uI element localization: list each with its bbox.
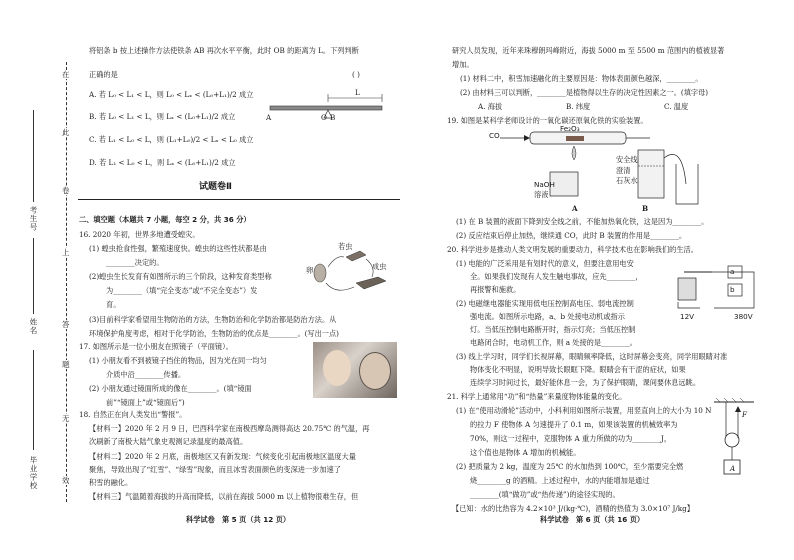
bottle-b <box>638 150 664 198</box>
limewater-label-2: 石灰水 <box>616 176 638 185</box>
binding-char: 此 <box>62 128 70 137</box>
q20-text: 连续学习时间过长，最好能休息一会，为了保护眼睛，课间要休息远眺。 <box>470 378 701 387</box>
q18-text: 【材料三】气温随着海拔的升高而降低，以前在海拔 5000 m 以上植物很难生存，但 <box>89 492 359 501</box>
limewater-label: 澄清 <box>616 166 631 175</box>
q21-blank[interactable]: 70%，则这一过程中，克服物体 A 重力所做的功为________J， <box>470 434 672 443</box>
q20-text: 强电流。如图所示电路，a、b 处接电动机或指示 <box>470 312 625 321</box>
q20-text: (1) 电能的广泛采用是有划时代的意义，但要注意用电安 <box>456 259 634 268</box>
q20-text: 物体变化不明显，说明导致长眼眶下降。眼睛会有干涩的症状，如果 <box>470 365 686 374</box>
q15-correct-prompt: 正确的是 <box>89 70 118 79</box>
adult-locust <box>356 277 386 289</box>
q18-text: 积雪的融化。 <box>89 478 133 487</box>
exam-number-field[interactable] <box>33 110 34 202</box>
section-divider <box>78 199 400 200</box>
locust-lifecycle-figure <box>306 243 396 307</box>
q19-blank[interactable]: (2) 反应结束后停止加热，继续通 CO，此时 B 装置的作用是________。 <box>456 231 687 240</box>
q20-blank[interactable]: 全。如果我们发现有人发生触电事故，应先________， <box>470 272 643 281</box>
school-field[interactable] <box>33 350 34 450</box>
q15-option-a[interactable]: A. 若 L₀ < L₁ < L，则 L₀ < Lₓ < (L₀+L₁)/2 成立 <box>89 90 254 99</box>
binding-char: 在 <box>62 70 70 79</box>
q18-text: 【材料一】2020 年 2 月 9 日，巴西科学家在南极西摩岛测得高达 20.75℃ 的气温，再 <box>89 424 370 433</box>
binding-char: 卷 <box>62 186 70 195</box>
mirror-photo <box>313 342 397 398</box>
q15-option-d[interactable]: D. 若 L₁ < L₀ < L，则 Lₓ < (L₀+L₁)/2 成立 <box>89 158 236 167</box>
q18-cont: 研究人员发现，近年来珠穆朗玛峰附近，海拔 5000 m 至 5500 m 范围内的植被显著 <box>452 46 725 55</box>
q17-blank[interactable]: 介质中沿________传播。 <box>106 370 186 379</box>
q19-text: 19. 如图是某科学老师设计的一氧化碳还原氧化铁的实验装置。 <box>447 116 648 125</box>
q17-blank[interactable]: (2) 小朋友通过镜面所成的像在________。(填“镜面 <box>89 384 252 393</box>
q15-option-c[interactable]: C. 若 L₁ < L₀ < L，则 (L₁+L₀)/2 < Lₓ < L₀ 成立 <box>89 135 254 144</box>
q18-blank[interactable]: (1) 材料二中，积雪加速融化的主要原因是：物体表面颜色越深，________。 <box>460 74 703 83</box>
weight-label-a: A <box>730 464 736 473</box>
binding-char: 答 <box>62 320 70 329</box>
lever-label-o: O <box>321 113 327 122</box>
q21-text: 的拉力 F 使物体 A 匀速提升了 0.1 m，如果该装置的机械效率为 <box>470 420 678 429</box>
lever-label-l: L <box>355 88 360 97</box>
lever-label-a: A <box>266 113 272 122</box>
safety-line-label: 安全线 <box>616 155 638 164</box>
q21-text: (2) 把质量为 2 kg，温度为 25℃ 的水加热到 100℃，至少需要完全燃 <box>456 462 684 471</box>
relay-circuit-figure <box>674 262 766 314</box>
q16-text: 16. 2020 年初，世界多地遭受蝗灾。 <box>79 230 200 239</box>
q16-text: (3)目前科学家希望用生物防治的方法，生物防治和化学防治都是防治方法。从 <box>89 315 337 324</box>
naoh-label: NaOH <box>534 180 555 189</box>
lever-figure <box>262 88 392 122</box>
relay-coil <box>678 278 696 300</box>
low-voltage-loop <box>678 302 700 308</box>
q20-text: (2) 电磁继电器能实现用低电压控制高电压、弱电流控制 <box>456 299 634 308</box>
iron-oxide-sample <box>566 136 584 141</box>
q21-text: (1) 在“使用动滑轮”活动中，小科利用如图所示装置，用竖直向上的大小为 10 N <box>456 406 712 415</box>
name-label: 姓名 <box>29 318 38 335</box>
binding-char: 题 <box>62 360 70 369</box>
q19-blank[interactable]: (1) 在 B 装置的液面下降到安全线之前，不能加热氧化铁，这是因为________。 <box>456 217 709 226</box>
binding-char: 无 <box>62 414 70 423</box>
q20-text: 20. 科学进步是推动人类文明发展的重要动力，科学技术也在影响我们的生活。 <box>447 245 698 254</box>
co-label: CO <box>489 131 500 140</box>
section-title: 试题卷Ⅱ <box>199 182 232 192</box>
q15-intro: 将铝条 b 按上述操作方法使铁条 AB 再次水平平衡，此时 OB 的距离为 L。下列判断 <box>89 46 359 55</box>
q18-option-a[interactable]: A. 海拔 <box>478 102 503 111</box>
q18-blank[interactable]: (2) 由材料三可以判断，________是植物得以生存的决定性因素之一。(填字母) <box>460 88 709 97</box>
binding-char: 效 <box>62 476 70 485</box>
q21-given: 【已知：水的比热容为 4.2×10³ J/(kg·℃)，酒精的热值为 3.0×10⁷ J/kg】 <box>452 504 694 513</box>
naoh-solution-label: 溶液 <box>534 190 549 199</box>
q16-blank[interactable]: 为________（填“完全变态”或“不完全变态”）发 <box>106 286 258 295</box>
lifecycle-label-adult: 成虫 <box>372 262 387 271</box>
name-field[interactable] <box>33 238 34 314</box>
part2-heading: 二、填空题（本题共 7 小题，每空 2 分，共 36 分） <box>79 215 251 224</box>
lifecycle-label-egg: 卵 <box>306 266 314 275</box>
q16-text: 育。 <box>106 300 121 309</box>
label-a: a <box>730 267 735 276</box>
q20-text: 灯。当低压控制电路断开时，指示灯亮；当低压控制 <box>470 325 636 334</box>
q18-text: 18. 自然正在向人类发出“警报”。 <box>79 410 187 419</box>
q20-blank[interactable]: 电路闭合时，电动机工作，则 a 处接的是________。 <box>470 338 637 347</box>
q17-text: (1) 小朋友看不到被镜子挡住的物品，因为光在同一均匀 <box>89 356 267 365</box>
lifecycle-label-nymph: 若虫 <box>338 242 353 251</box>
q21-blank[interactable]: 烧________g 的酒精。上述过程中，水的内能增加是通过 <box>470 476 650 485</box>
exam-number-label: 考生号 <box>29 206 38 232</box>
movable-pulley <box>725 433 739 447</box>
nymph <box>346 251 366 261</box>
q21-text: 21. 科学上通常用“功”和“热量”来量度物体能量的变化。 <box>447 392 627 401</box>
q18-cont: 增加。 <box>452 60 474 69</box>
burner-flame <box>572 146 576 160</box>
child-face <box>323 350 351 386</box>
q16-text: (2)蝗虫生长发育有如图所示的三个阶段，这种发育类型称 <box>89 272 272 281</box>
q18-text: 次刷新了南极大陆气象史观测记录温度的最高值。 <box>89 437 248 446</box>
q18-option-b[interactable]: B. 纬度 <box>566 102 591 111</box>
q17-text: 17. 如图所示是一位小朋友在照镜子（平面镜）。 <box>79 342 233 351</box>
q15-option-b[interactable]: B. 若 L₀ < L₁ < L，则 Lₓ < (L₀+L₁)/2 成立 <box>89 112 236 121</box>
label-b: b <box>730 285 735 294</box>
q18-text: 【材料二】2020 年 2 月底，南极地区又有新发现：气候变化引起南极地区温度大量 <box>89 452 356 461</box>
q16-text: (1) 蝗虫抢食性强，繁殖速度快。蝗虫的这些性状都是由 <box>89 244 267 253</box>
low-voltage-label: 12V <box>680 312 695 321</box>
apparatus-a-label: A <box>572 204 578 213</box>
beaker <box>676 164 698 204</box>
q18-text: 聚焦，导致出现了“红雪”、“绿雪”现象，而且冰雪表面颜色的变深进一步加速了 <box>89 465 341 474</box>
fe2o3-label: Fe₂O₃ <box>560 124 580 133</box>
q20-blank[interactable]: (3) 线上学习时，同学们长视屏幕，眼睛频率降低，这时屏幕会变亮，同学用眼睛对准 <box>456 352 728 361</box>
q21-text: 这个值也是物体 A 增加的机械能。 <box>470 448 581 457</box>
q21-blank[interactable]: ________(填“做功”或“热传递”)的途径实现的。 <box>470 490 620 499</box>
force-label-f: F <box>742 410 747 419</box>
high-voltage-label: 380V <box>734 312 753 321</box>
q18-option-c[interactable]: C. 温度 <box>664 102 689 111</box>
lever-label-b: B <box>330 113 336 122</box>
egg-cluster <box>314 264 326 282</box>
apparatus-b-label: B <box>642 204 649 213</box>
mirror-reflection <box>359 352 391 390</box>
binding-char: 上 <box>62 248 70 257</box>
iron-bar <box>270 106 382 110</box>
left-page-footer: 科学试卷 第 5 页（共 12 页） <box>186 515 291 524</box>
school-label: 毕业学校 <box>29 456 38 490</box>
q16-blank[interactable]: 环境保护角度考虑，相对于化学防治，生物防治的优点是________。(写出一点) <box>89 329 339 338</box>
q16-blank[interactable]: ________决定的。 <box>106 258 164 267</box>
q15-answer-bracket[interactable]: ( ) <box>352 70 360 79</box>
q17-text: 前”“镜面上”或“镜面后”) <box>106 398 185 407</box>
q20-text: 再报警和施救。 <box>470 285 521 294</box>
right-page-footer: 科学试卷 第 6 页（共 16 页） <box>540 515 645 524</box>
co-apparatus-figure <box>500 124 700 210</box>
